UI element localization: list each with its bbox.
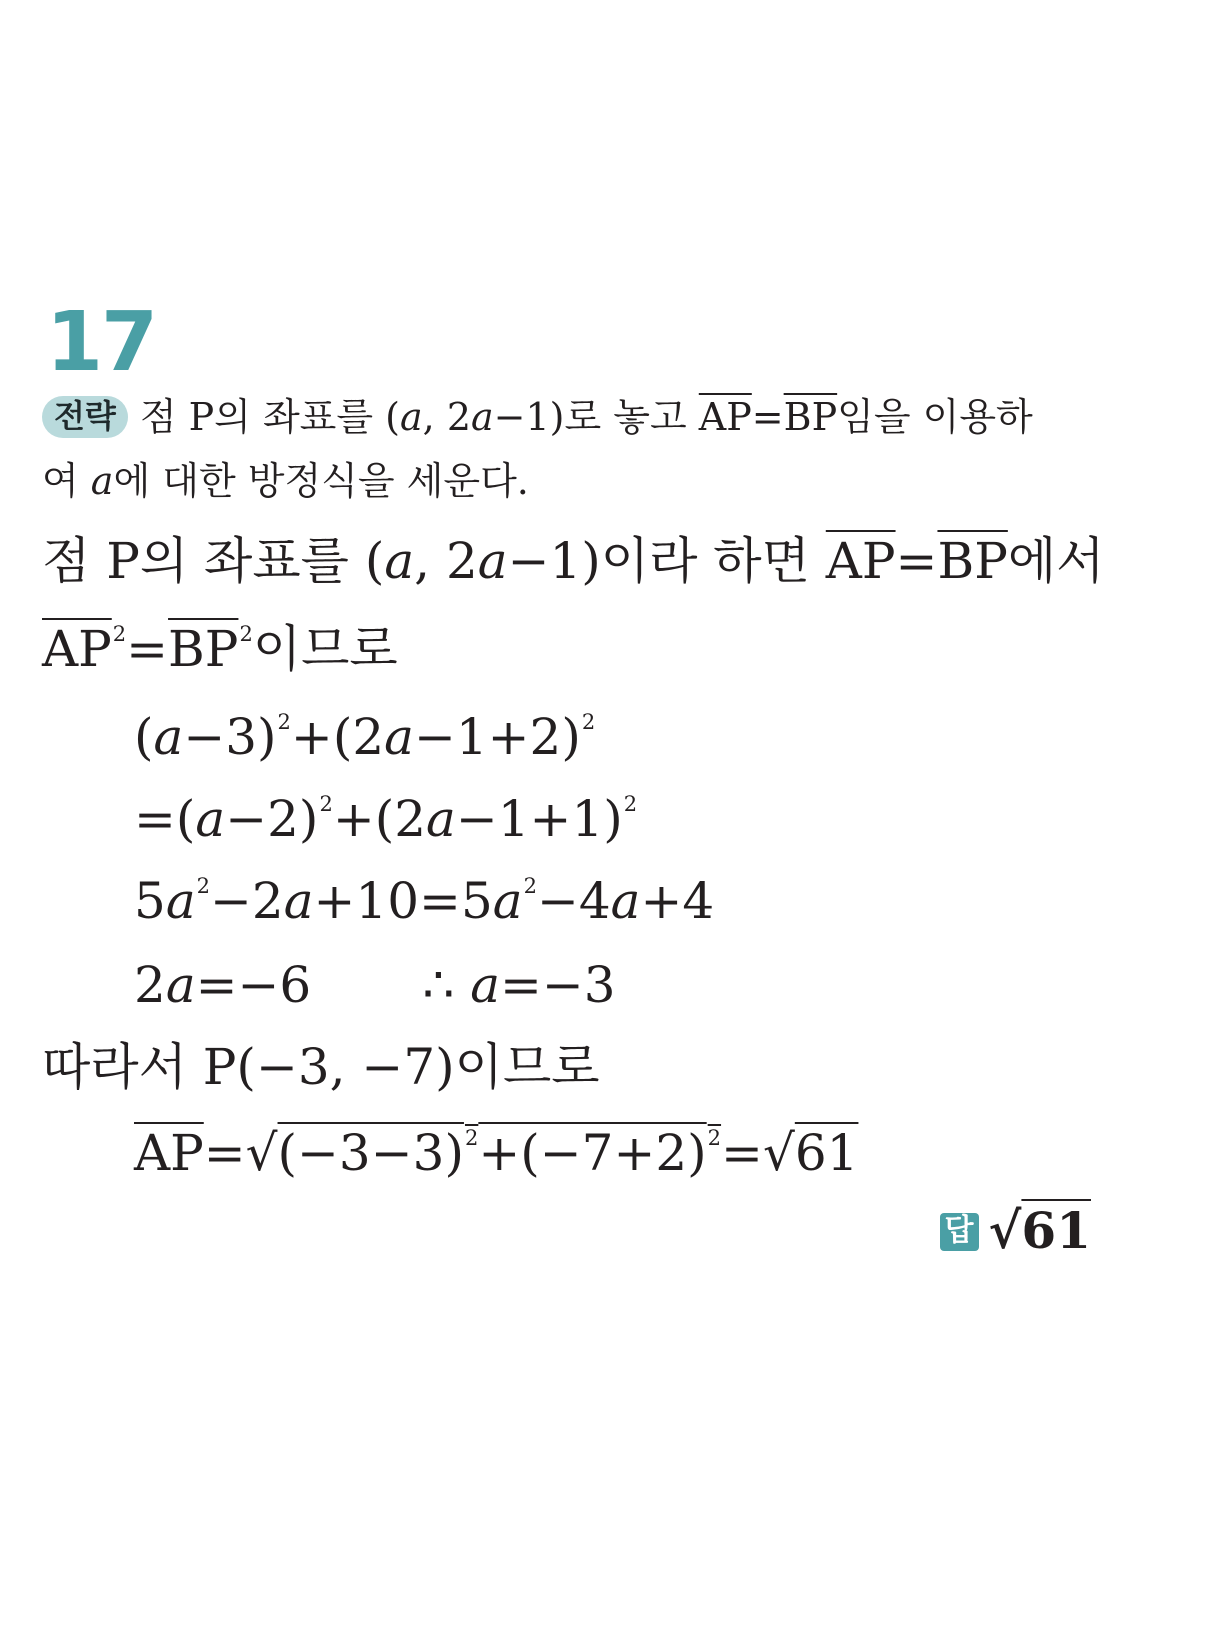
- solution-line-2: $\overline{AP}^2=\overline{BP}^2$이므로: [42, 620, 398, 679]
- strategy-line-2: 여 a에 대한 방정식을 세운다.: [42, 459, 529, 503]
- equation-2: $=(a-2)^2+(2a-1+1)^2$: [134, 790, 638, 849]
- answer-value: √61: [988, 1201, 1091, 1260]
- strategy-line-1: [42, 396, 1033, 438]
- problem-number: 17: [46, 295, 157, 390]
- answer-badge: 답: [940, 1213, 979, 1251]
- answer: [940, 1201, 1091, 1260]
- solution-line-1: 점 P의 좌표를 (a, 2a−1)이라 하면 $\overline{AP}=\overline{BP}$에서: [42, 532, 1105, 590]
- equation-5: $\overline{AP}=√(-3-3)^2+(-7+2)^2=√61$: [134, 1124, 859, 1183]
- strategy-badge: 전략: [42, 396, 128, 438]
- equation-4: 2a=−6 ∴ a=−3: [134, 956, 616, 1014]
- equation-1: $(a-3)^2+(2a-1+2)^2$: [134, 708, 596, 767]
- equation-3: $5a^2-2a+10=5a^2-4a+4$: [134, 872, 715, 931]
- solution-line-3: 따라서 P(−3, −7)이므로: [42, 1038, 600, 1096]
- strategy-text-1: 점 P의 좌표를 (a, 2a−1)로 놓고 $\overline{AP}=\overline{BP}$임을 이용하: [139, 395, 1033, 439]
